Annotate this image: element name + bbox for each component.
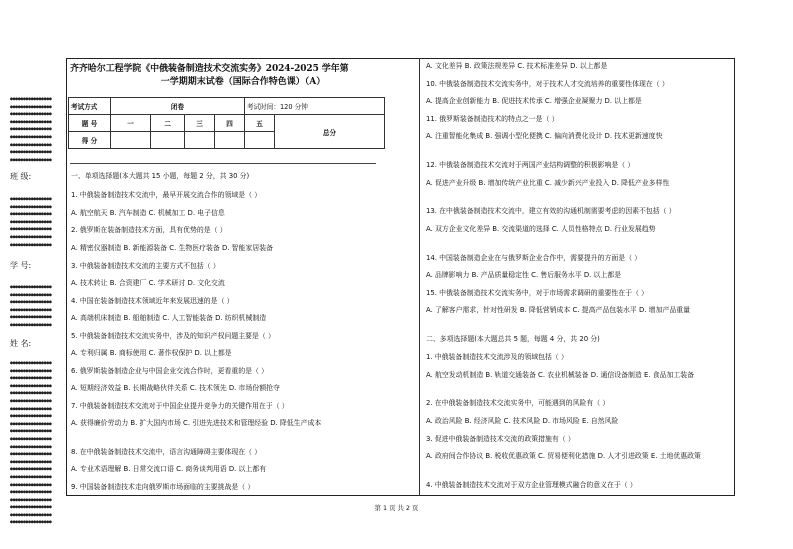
binding-dots-top: ●●●●●●●●●●●●●●●● ●●●●●●●●●●●●●●●● ●●●●●●●●●●●●●●●● ●●●●●●●●●●●●●●●● ●●●●●●●●●●●●●●●● ●●●●●●●●●●●●●●●● ●●●●●●●●●●●●●●●● ●●●●●●●●●●●●●●●● ●●●●●●●●●●●●●●●● [10,97,52,163]
question: 7. 中俄装备制造技术交流对于中国企业提升竞争力的关键作用在于（ ） [71,402,289,410]
question-options: A. 注重智能化集成 B. 强调小型化便携 C. 偏向消费化设计 D. 技术更新速度快 [426,132,663,140]
question-col: 一 [111,115,151,132]
binding-strip [0,0,60,549]
question-options: A. 获得廉价劳动力 B. 扩大国内市场 C. 引进先进技术和管理经验 D. 降低生产成本 [71,419,322,427]
question: 2. 在中俄装备制造技术交流实务中，可能遇到的风险有（ ） [426,399,610,407]
question: 9. 中国装备制造技术走向俄罗斯市场面临的主要挑战是（ ） [71,483,255,491]
question: 10. 中俄装备制造技术交流实务中，对于技术人才交流培养的重要性体现在（ ） [426,80,669,88]
exam-time: 考试时间：120 分钟 [245,98,385,115]
question: 4. 中俄装备制造技术交流对于双方企业管理模式融合的意义在于（ ） [426,481,637,489]
section2-header: 二、多项选择题(本大题总共 5 题，每题 4 分，共 20 分) [426,335,600,343]
score-cell[interactable] [111,132,151,149]
question: 13. 在中俄装备制造技术交流中，建立有效的沟通机制需要考虑的因素不包括（ ） [426,207,676,215]
column-divider [419,58,420,496]
binding-dots-bottom: ●●●●●●●●●●●●●●●● ●●●●●●●●●●●●●●●● ●●●●●●●●●●●●●●●● ●●●●●●●●●●●●●●●● ●●●●●●●●●●●●●●●● ●●●●●●●●●●●●●●●● ●●●●●●●●●●●●●●●● ●●●●●●●●●●●●●●●● ●●●●●●●●●●●●●●●● ●●●●●●●●●●●●●●●● ●●●●●●●●●●●●●●●● ●●●●●●●●●●●●●●●● ●●●●●●●●●●●●●●●● ●●●●●●●●●●●●●●●● ●●●●●●●●●●●●●●●● ●●●●●●●●●●●●●●●● ●●●●●●●●●●●●●●●● ●●●●●●●●●●●●●●●● ●●●●●●●●●●●●●●●● ●●●●●●●●●●●●●●●● ●●●●●●●●●●●●●●●● ●●●●●●●●●●●●●●●● [10,361,52,526]
question-options: A. 品牌影响力 B. 产品质量稳定性 C. 售后服务水平 D. 以上都是 [426,271,622,279]
question: 6. 俄罗斯装备制造企业与中国企业交流合作时，更看重的是（ ） [71,367,268,375]
question: 5. 中俄装备制造技术交流实务中，涉及的知识产权问题主要是（ ） [71,332,275,340]
score-row-label: 得 分 [69,132,111,149]
exam-mode-label: 考试方式 [69,98,111,115]
question-options: A. 促进产业升级 B. 增加传统产业比重 C. 减少新兴产业投入 D. 降低产业多样性 [426,179,670,187]
page-number: 第 1 页 共 2 页 [374,504,419,512]
question-col: 二 [151,115,185,132]
question: 11. 俄罗斯装备制造技术的特点之一是（ ） [426,115,559,123]
section-rule [70,163,376,164]
score-cell[interactable] [245,132,275,149]
question-options: A. 双方企业文化差异 B. 交流渠道的选择 C. 人员性格特点 D. 行业发展趋势 [426,225,656,233]
question-options: A. 航空航天 B. 汽车制造 C. 机械加工 D. 电子信息 [71,209,225,217]
question-options: A. 了解客户需求，针对性研发 B. 降低营销成本 C. 提高产品包装水平 D. 增加产品重量 [426,306,691,314]
question-col: 三 [185,115,215,132]
exam-title-line1: 齐齐哈尔工程学院《中俄装备制造技术交流实务》2024-2025 学年第 [70,64,349,74]
total-score-label: 总分 [275,115,385,149]
question-options: A. 短期经济效益 B. 长期战略伙伴关系 C. 技术领先 D. 市场份额抢夺 [71,384,280,392]
exam-mode-value: 闭卷 [111,98,245,115]
score-cell[interactable] [151,132,185,149]
question: 3. 促进中俄装备制造技术交流的政策措施有（ ） [426,435,575,443]
question-options: A. 航空发动机制造 B. 轨道交通装备 C. 农业机械装备 D. 通信设备制造 E. 食品加工装备 [426,371,695,379]
question-options: A. 政府间合作协议 B. 税收优惠政策 C. 贸易便利化措施 D. 人才引进政策 E. 土地优惠政策 [426,452,701,460]
question-col: 四 [215,115,245,132]
section1-header: 一、单项选择题(本大题共 15 小题，每题 2 分，共 30 分) [71,172,250,180]
name-label: 姓 名: [10,339,32,348]
question-no-label: 题 号 [69,115,111,132]
exam-title-line2: 一学期期末试卷（国际合作特色课）（A） [160,77,326,87]
question: 12. 中俄装备制造技术交流对于两国产业结构调整的积极影响是（ ） [426,161,635,169]
question-options: A. 专利归属 B. 商标使用 C. 著作权保护 D. 以上都是 [71,349,232,357]
question-options: A. 技术转让 B. 合资建厂 C. 学术研讨 D. 文化交流 [71,279,225,287]
question: 1. 中俄装备制造技术交流涉及的领域包括（ ） [426,353,568,361]
question: 3. 中俄装备制造技术交流的主要方式不包括（ ） [71,262,220,270]
class-label: 班 级: [10,172,32,181]
question-options: A. 提高企业创新能力 B. 促进技术传承 C. 增强企业凝聚力 D. 以上都是 [426,97,642,105]
question: 14. 中国装备制造企业在与俄罗斯企业合作中，需要提升的方面是（ ） [426,254,642,262]
binding-dots-mid1: ●●●●●●●●●●●●●●●● ●●●●●●●●●●●●●●●● ●●●●●●●●●●●●●●●● ●●●●●●●●●●●●●●●● ●●●●●●●●●●●●●●●● ●●●●●●●●●●●●●●●● ●●●●●●●●●●●●●●●● [10,197,52,248]
question-col: 五 [245,115,275,132]
question: 1. 中俄装备制造技术交流中，最早开展交流合作的领域是（ ） [71,191,262,199]
student-id-label: 学 号: [10,261,32,270]
question-options: A. 政治风险 B. 经济风险 C. 技术风险 D. 市场风险 E. 自然风险 [426,417,619,425]
score-cell[interactable] [215,132,245,149]
question: 15. 中俄装备制造技术交流实务中，对于市场需求调研的重要性在于（ ） [426,289,649,297]
question-options: A. 高端机床制造 B. 船舶制造 C. 人工智能装备 D. 纺织机械制造 [71,314,267,322]
score-cell[interactable] [185,132,215,149]
question: 2. 俄罗斯在装备制造技术方面，具有优势的是（ ） [71,226,227,234]
question-options: A. 精密仪器制造 B. 新能源装备 C. 生物医疗装备 D. 智能家居装备 [71,244,274,252]
binding-dots-mid2: ●●●●●●●●●●●●●●●● ●●●●●●●●●●●●●●●● ●●●●●●●●●●●●●●●● ●●●●●●●●●●●●●●●● ●●●●●●●●●●●●●●●● ●●●●●●●●●●●●●●●● [10,285,52,328]
score-table [68,97,385,149]
question: 4. 中国在装备制造技术领域近年来发展迅速的是（ ） [71,297,234,305]
question-options: A. 专业术语理解 B. 日常交流口语 C. 商务谈判用语 D. 以上都有 [71,465,267,473]
question-options: A. 文化差异 B. 政策法规差异 C. 技术标准差异 D. 以上都是 [426,62,608,70]
question: 8. 在中俄装备制造技术交流中，语言沟通障碍主要体现在（ ） [71,448,262,456]
